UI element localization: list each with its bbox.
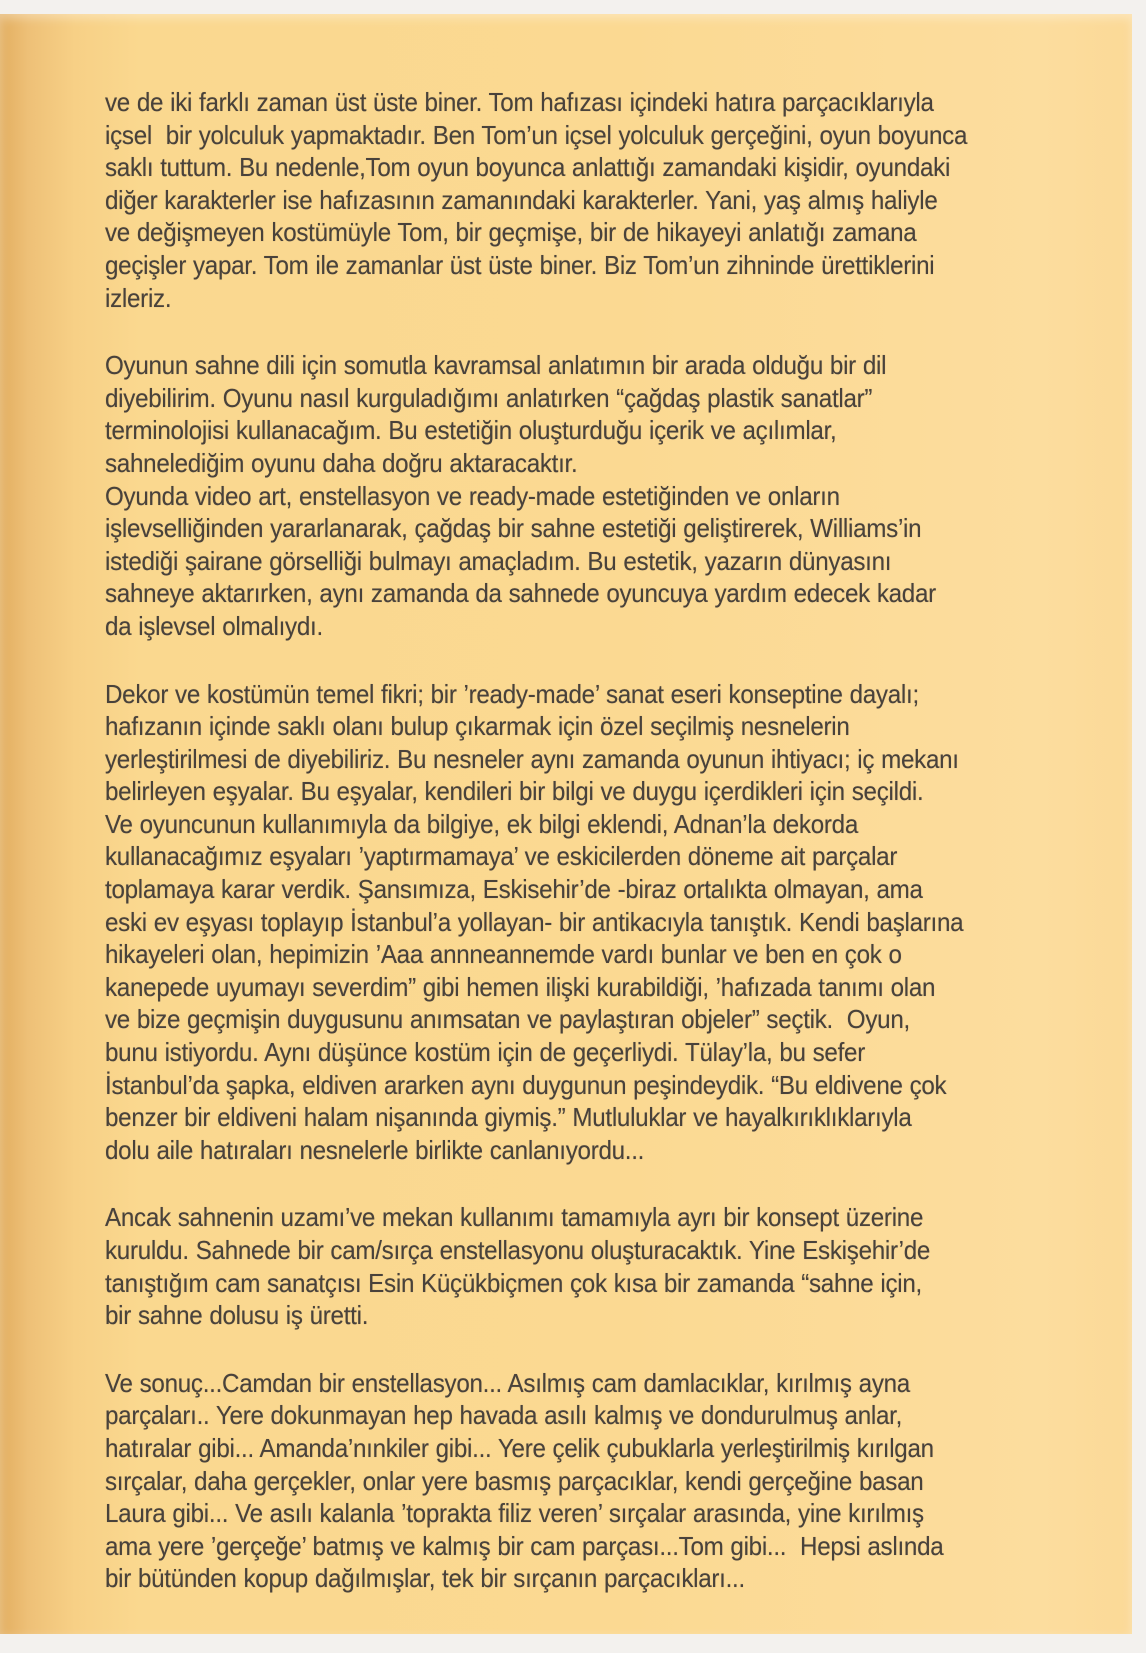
text-line: dolu aile hatıraları nesnelerle birlikte canlanıyordu... <box>105 1134 645 1165</box>
paragraph <box>105 349 1044 642</box>
text-line: yerleştirilmesi de diyebiliriz. Bu nesneler aynı zamanda oyunun ihtiyacı; iç mekanı <box>105 743 959 774</box>
text-line: toplamaya karar verdik. Şansımıza, Eskisehir’de -biraz ortalıkta olmayan, ama <box>105 874 923 905</box>
text-line: sahneye aktarırken, aynı zamanda da sahnede oyuncuya yardım edecek kadar <box>105 578 936 609</box>
text-line: geçişler yapar. Tom ile zamanlar üst üste biner. Biz Tom’un zihninde ürettiklerini <box>105 249 935 280</box>
page-sheet <box>0 14 1132 1634</box>
paragraph <box>105 678 1044 1167</box>
paragraph <box>105 1201 1044 1331</box>
text-line: parçaları.. Yere dokunmayan hep havada asılı kalmış ve dondurulmuş anlar, <box>105 1400 903 1431</box>
text-line: Ancak sahnenin uzamı’ve mekan kullanımı tamamıyla ayrı bir konsept üzerine <box>105 1202 924 1233</box>
text-line: İstanbul’da şapka, eldiven ararken aynı duygunun peşindeydik. “Bu eldivene çok <box>105 1069 947 1100</box>
text-line: işlevselliğinden yararlanarak, çağdaş bir sahne estetiği geliştirerek, Williams’in <box>105 513 922 544</box>
text-line: sahnelediğim oyunu daha doğru aktaracaktır. <box>105 447 578 478</box>
text-line: benzer bir eldiveni halam nişanında giymiş.” Mutluluklar ve hayalkırıklıklarıyla <box>105 1102 912 1133</box>
text-line: Oyunun sahne dili için somutla kavramsal anlatımın bir arada olduğu bir dil <box>105 350 887 381</box>
text-line: da işlevsel olmalıydı. <box>105 610 323 641</box>
text-line: sırçalar, daha gerçekler, onlar yere basmış parçacıklar, kendi gerçeğine basan <box>105 1465 924 1496</box>
text-line: bunu istiyordu. Aynı düşünce kostüm için de geçerliydi. Tülay’la, bu sefer <box>105 1037 865 1068</box>
text-line: tanıştığım cam sanatçısı Esin Küçükbiçmen çok kısa bir zamanda “sahne için, <box>105 1267 922 1298</box>
text-line: Ve sonuç...Camdan bir enstellasyon... Asılmış cam damlacıklar, kırılmış ayna <box>105 1367 910 1398</box>
document-text <box>105 86 1044 1595</box>
text-line: hatıralar gibi... Amanda’nınkiler gibi... Yere çelik çubuklarla yerleştirilmiş kırılgan <box>105 1432 934 1463</box>
text-line: eski ev eşyası toplayıp İstanbul’a yollayan- bir antikacıyla tanıştık. Kendi başlarına <box>105 906 964 937</box>
text-line: Oyunda video art, enstellasyon ve ready-made estetiğinden ve onların <box>105 480 840 511</box>
text-line: hafızanın içinde saklı olanı bulup çıkarmak için özel seçilmiş nesnelerin <box>105 711 850 742</box>
text-line: saklı tuttum. Bu nedenle,Tom oyun boyunca anlattığı zamandaki kişidir, oyundaki <box>105 152 951 183</box>
text-line: ve de iki farklı zaman üst üste biner. Tom hafızası içindeki hatıra parçacıklarıyla <box>105 87 934 117</box>
text-line: kullanacağımız eşyaları ’yaptırmamaya’ ve eskicilerden döneme ait parçalar <box>105 841 898 872</box>
text-line: içsel bir yolculuk yapmaktadır. Ben Tom’un içsel yolculuk gerçeğini, oyun boyunca <box>105 119 968 150</box>
paragraph <box>105 1367 1044 1595</box>
text-line: Laura gibi... Ve asılı kalanla ’toprakta filiz veren’ sırçalar arasında, yine kırılmış <box>105 1498 924 1529</box>
text-line: diğer karakterler ise hafızasının zamanındaki karakterler. Yani, yaş almış haliyle <box>105 184 938 215</box>
text-line: bir sahne dolusu iş üretti. <box>105 1300 369 1331</box>
text-line: Ve oyuncunun kullanımıyla da bilgiye, ek bilgi eklendi, Adnan’la dekorda <box>105 808 858 839</box>
text-line: hikayeleri olan, hepimizin ’Aaa annneannemde vardı bunlar ve ben en çok o <box>105 939 902 970</box>
text-line: ama yere ’gerçeğe’ batmış ve kalmış bir cam parçası...Tom gibi... Hepsi aslında <box>105 1530 944 1561</box>
text-line: ve bize geçmişin duygusunu anımsatan ve paylaştıran objeler” seçtik. Oyun, <box>105 1004 910 1035</box>
text-line: Dekor ve kostümün temel fikri; bir ’ready-made’ sanat eseri konseptine dayalı; <box>105 678 919 709</box>
text-line: kuruldu. Sahnede bir cam/sırça enstellasyonu oluşturacaktık. Yine Eskişehir’de <box>105 1235 931 1265</box>
text-line: izleriz. <box>105 282 172 313</box>
text-line: terminolojisi kullanacağım. Bu estetiğin oluşturduğu içerik ve açılımlar, <box>105 415 837 446</box>
paragraph <box>105 86 1044 314</box>
text-line: kanepede uyumayı severdim” gibi hemen ilişki kurabildiği, ’hafızada tanımı olan <box>105 971 936 1002</box>
text-line: belirleyen eşyalar. Bu eşyalar, kendileri bir bilgi ve duygu içerdikleri için seçildi. <box>105 776 924 807</box>
text-line: diyebilirim. Oyunu nasıl kurguladığımı anlatırken “çağdaş plastik sanatlar” <box>105 382 873 413</box>
text-line: istediği şairane görselliği bulmayı amaçladım. Bu estetik, yazarın dünyasını <box>105 545 892 576</box>
text-line: ve değişmeyen kostümüyle Tom, bir geçmişe, bir de hikayeyi anlatığı zamana <box>105 217 917 248</box>
text-line: bir bütünden kopup dağılmışlar, tek bir sırçanın parçacıkları... <box>105 1563 745 1594</box>
